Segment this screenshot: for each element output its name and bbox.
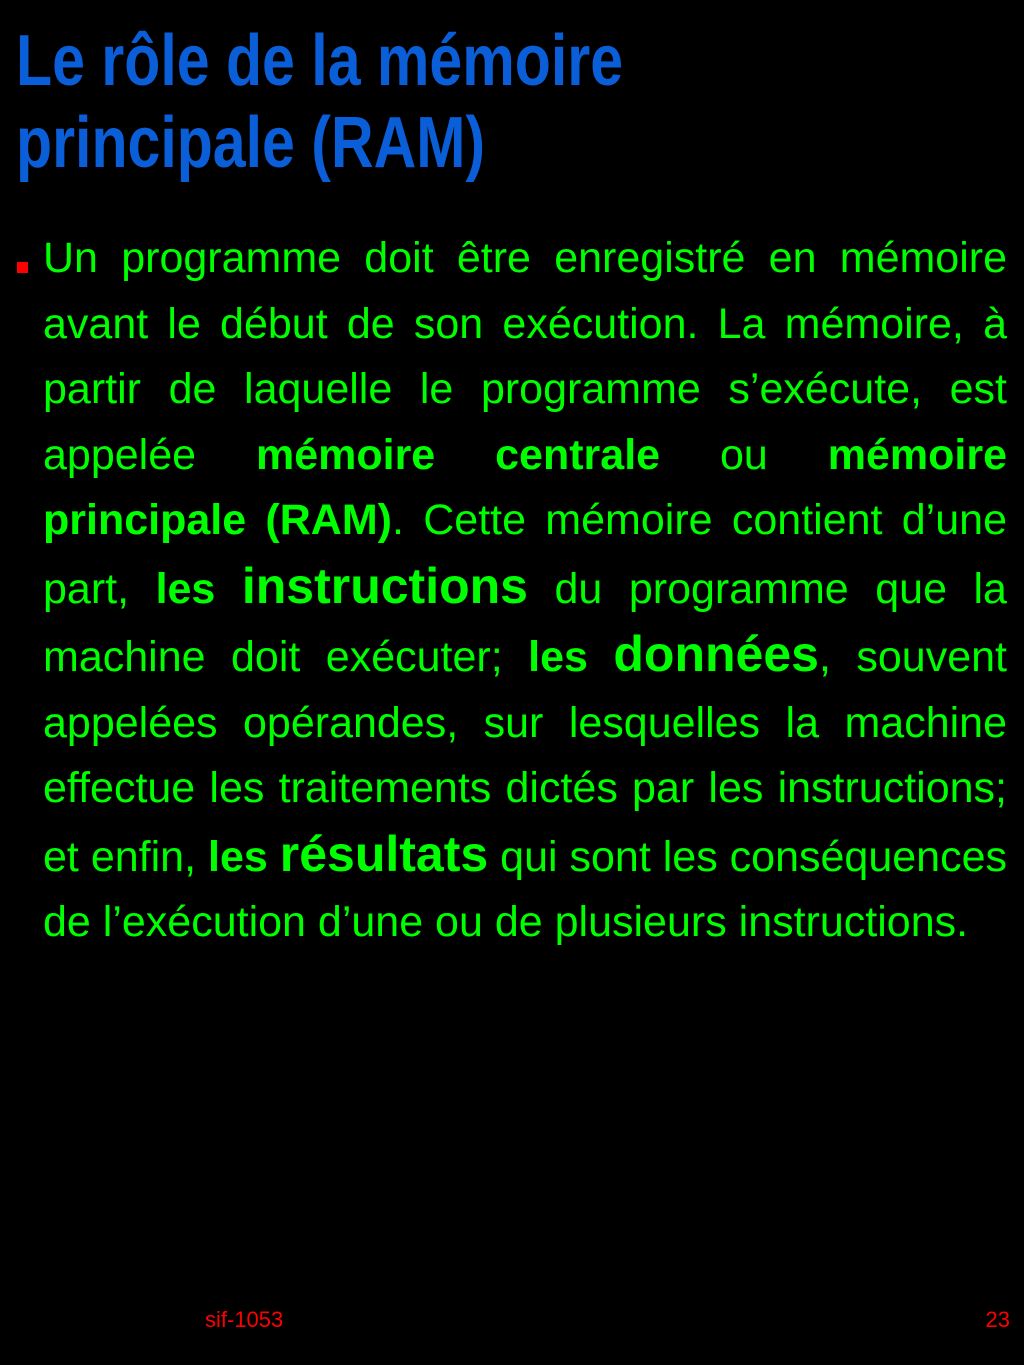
text-run: , souvent appelées opérandes, sur lesquelles la machine effectue les traitements dictés par les instructions; et enfin, (43, 633, 1008, 881)
emphasis-term: mémoire centrale (255, 430, 661, 479)
emphasis-term: les (155, 564, 242, 613)
emphasis-term: mémoire principale (RAM) (43, 430, 1007, 544)
body-paragraph (43, 226, 1007, 956)
bullet-square-icon (17, 262, 28, 273)
slide-title (16, 20, 828, 184)
emphasis-term-large: instructions (241, 557, 528, 614)
emphasis-term: les (528, 633, 614, 681)
text-run: du programme que la machine doit exécuter; (43, 564, 1007, 681)
text-run: ou (660, 430, 828, 479)
slide-title-line-2: principale (RAM) (16, 103, 486, 183)
footer-course-code: sif-1053 (205, 1307, 284, 1332)
text-run: Un programme doit être enregistré en mémoire avant le début de son exécution. La mémoire, à partir de laquelle le programme s’exécute, est appelée (43, 234, 1007, 479)
emphasis-term: les (208, 832, 280, 881)
emphasis-term-large: données (613, 626, 819, 682)
footer-page-number: 23 (985, 1307, 1010, 1332)
text-run: qui sont les conséquences de l’exécution d’une ou de plusieurs instructions. (43, 832, 1007, 946)
slide-title-line-1: Le rôle de la mémoire (16, 21, 624, 101)
emphasis-term-large: résultats (279, 825, 489, 882)
text-run: . Cette mémoire contient d’une part, (43, 496, 1007, 613)
